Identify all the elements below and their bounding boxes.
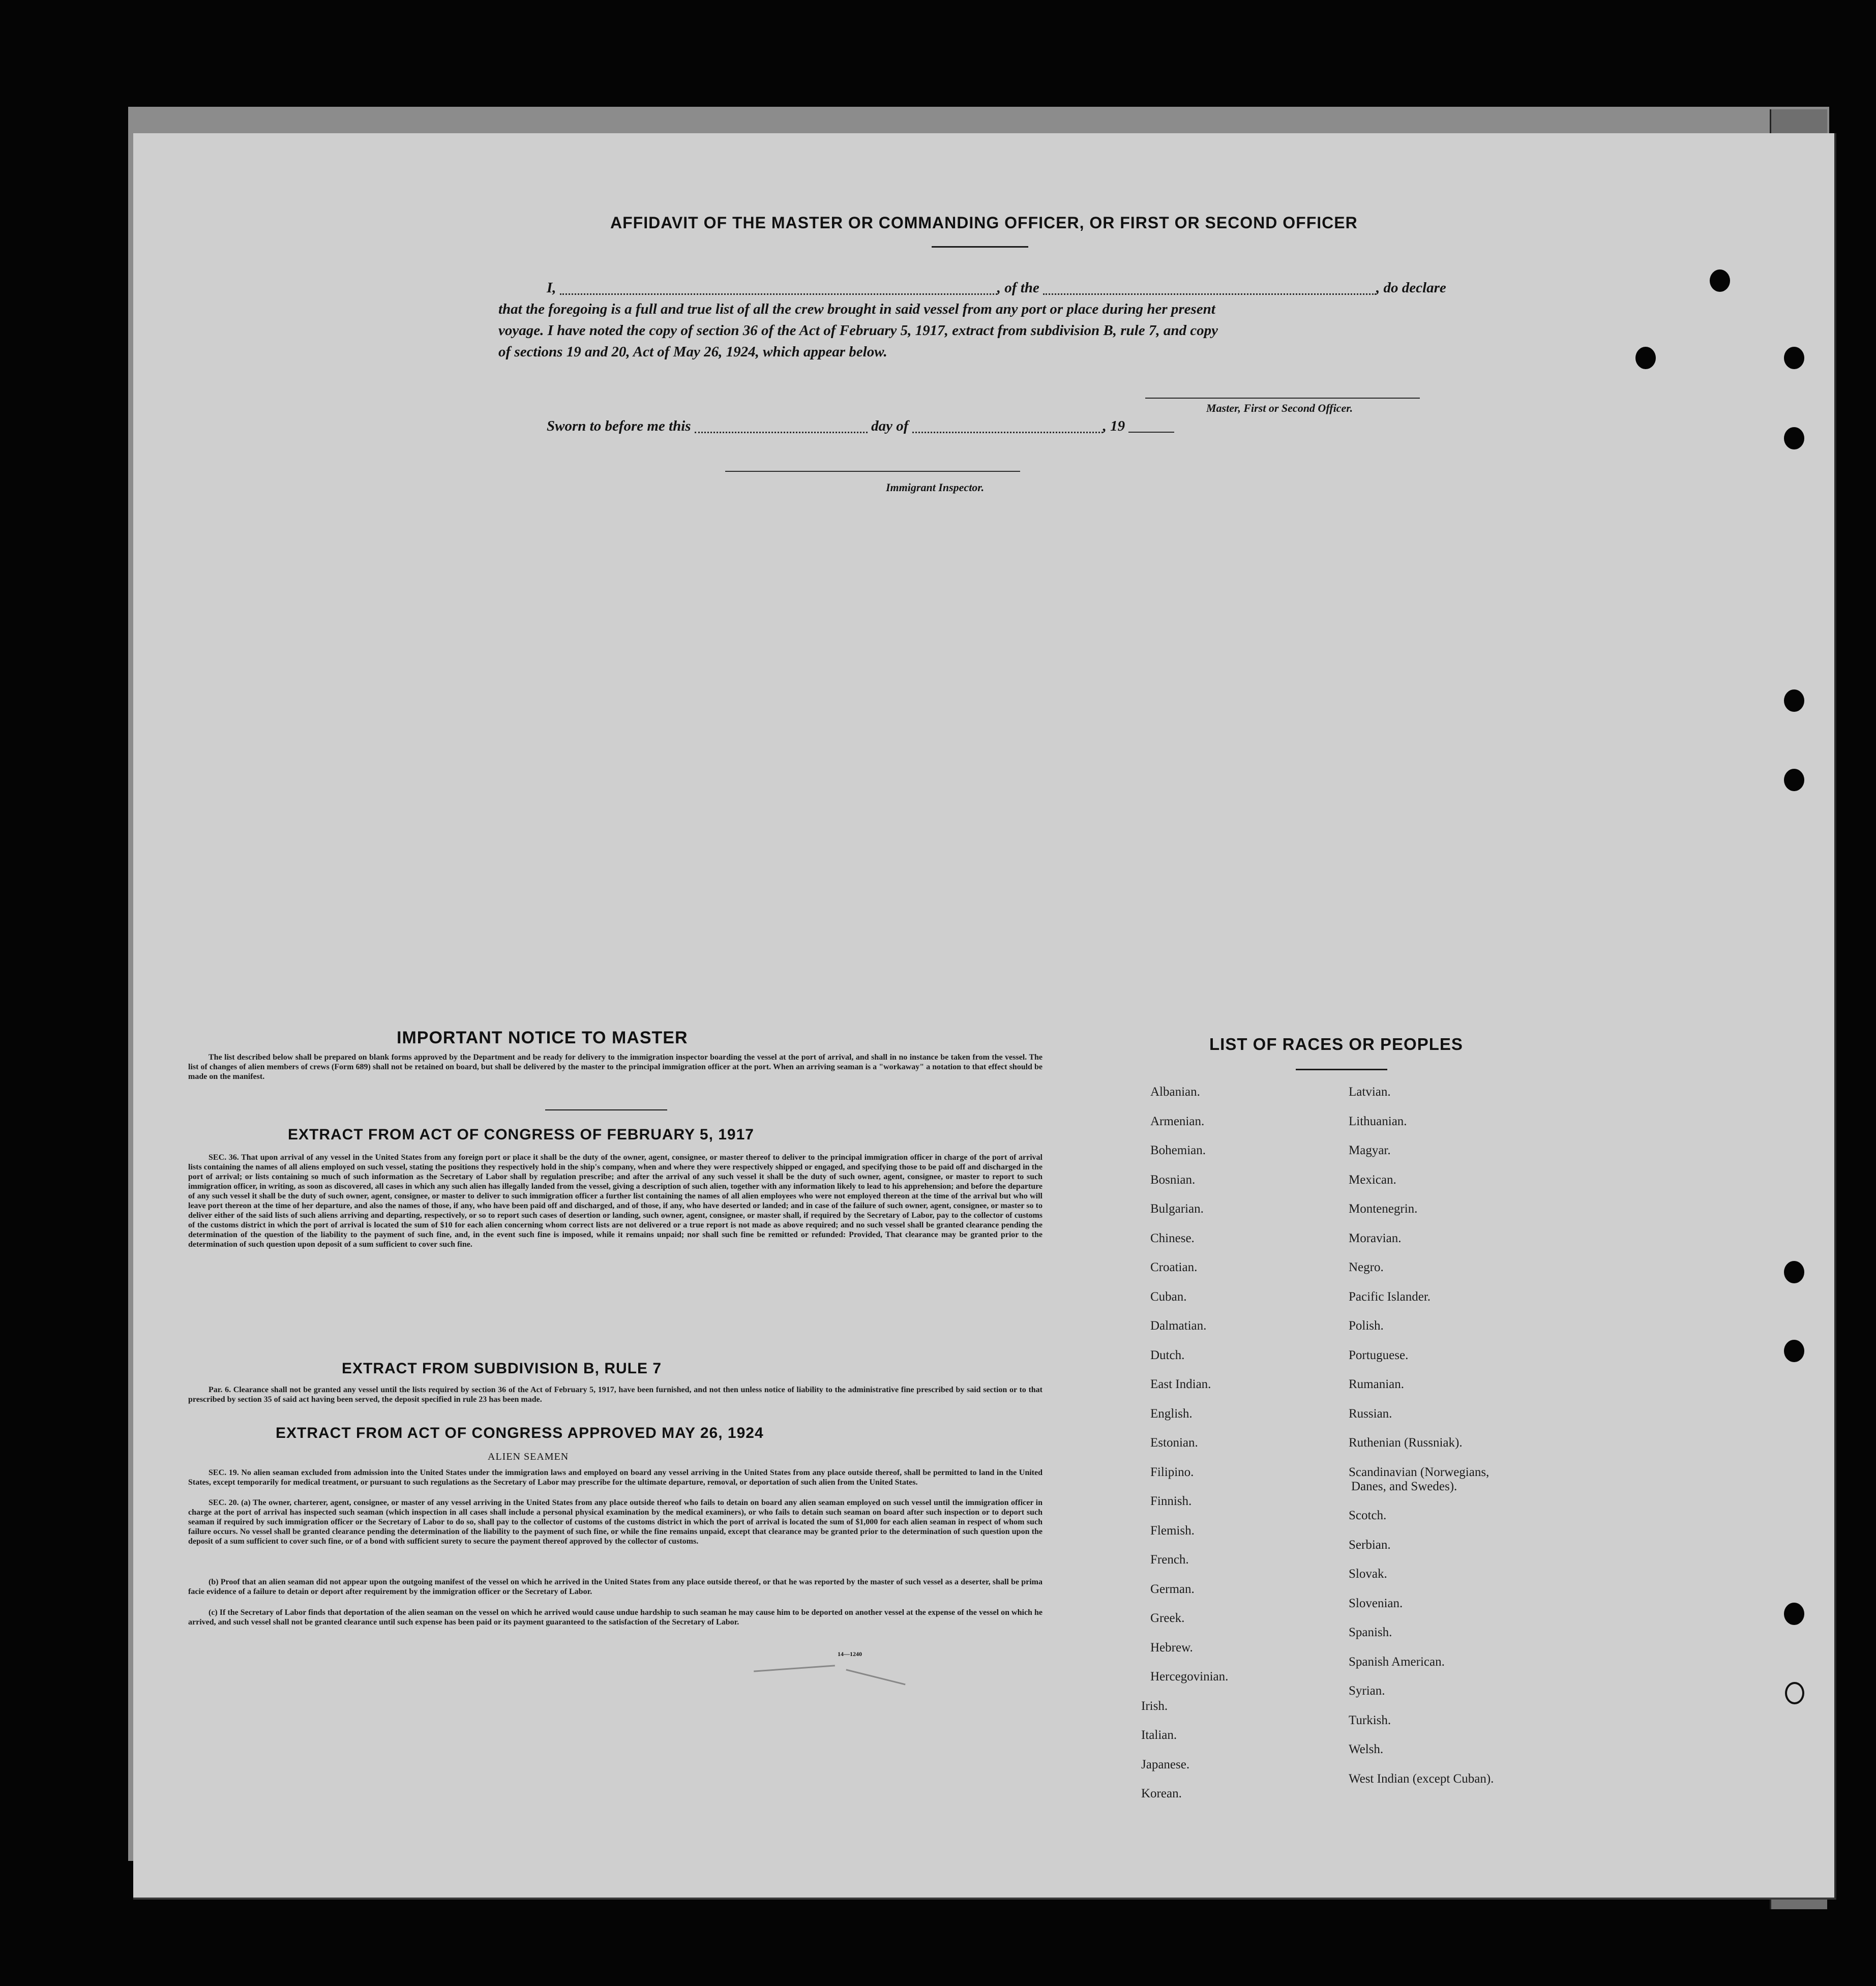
race-item: Scotch. [1349, 1509, 1387, 1522]
extract-1924-sec20c: (c) If the Secretary of Labor finds that deportation of the alien seaman on the vessel on which he arrived would cause undue hardship to such seaman he may cause him to be deported on another vessel at the expense of the vessel on which he arrived, and such vessel shall not be granted clearance until such expense has been paid or its payment guaranteed to the satisfaction of the Secretary of Labor. [188, 1608, 1043, 1627]
notice-body: The list described below shall be prepared on blank forms approved by the Department and be ready for delivery to the immigration inspector boarding the vessel at the port of arrival, and shall in no instance be taken from the vessel. The list of changes of alien members of crews (Form 689) shall not be retained on board, but shall be delivered by the master to the principal immigration officer at the port. When an arriving seaman is a "workaway" a notation to that effect should be made on the manifest. [188, 1053, 1043, 1081]
affidavit-line-2: that the foregoing is a full and true list of all the crew brought in said vessel from any port or place during her present [498, 301, 1215, 317]
extract-1924-sec19: SEC. 19. No alien seaman excluded from admission into the United States under the immigration laws and employed on board any vessel arriving in the United States from any place outside thereof, shall be permitted to land in the United States, except temporarily for medical treatment, or pursuant to such regulations as the Secretary of Labor may prescribe for the ultimate departure, removal, or deportation of such alien from the United States. [188, 1468, 1043, 1487]
extract-1924-sec20a: SEC. 20. (a) The owner, charterer, agent, consignee, or master of any vessel arriving in the United States from any place outside thereof who fails to detain on board any alien seaman employed on such vessel until the immigration officer in charge at the port of arrival has inspected such seaman (which inspection in all cases shall include a personal physical examination by the medical examiners), or who fails to detain such seaman on board after such inspection or to deport such seaman if required by such immigration officer or the Secretary of Labor to do so, shall pay to the collector of customs of the customs district in which the port of arrival is located the sum of $1,000 for each alien seaman in respect of whom such failure occurs. No vessel shall be granted clearance pending the determination of the liability to the payment of such fine, or while the fine remains unpaid, except that clearance may be granted prior to the determination of such question upon the deposit of a sum sufficient to cover such fine, or of a bond with sufficient surety to secure the payment thereof approved by the collector of customs. [188, 1498, 1043, 1546]
race-item: Welsh. [1349, 1742, 1384, 1756]
punch-hole [1784, 427, 1804, 449]
race-item: Flemish. [1150, 1523, 1195, 1538]
race-item: Filipino. [1150, 1465, 1194, 1479]
sworn-text: day of [871, 418, 909, 434]
race-item: Dutch. [1150, 1348, 1185, 1362]
race-item: Scandinavian (Norwegians, [1349, 1465, 1490, 1479]
punch-hole [1710, 269, 1730, 292]
document-page [133, 133, 1836, 1900]
race-item: Finnish. [1150, 1494, 1192, 1508]
extract-rule7-title: EXTRACT FROM SUBDIVISION B, RULE 7 [342, 1360, 662, 1377]
affidavit-text: , do declare [1376, 280, 1446, 296]
race-item: Spanish. [1349, 1626, 1392, 1639]
race-item: Hebrew. [1150, 1640, 1193, 1654]
race-item: Japanese. [1141, 1757, 1190, 1771]
vessel-field[interactable] [1043, 283, 1376, 295]
race-item: Slovenian. [1349, 1596, 1403, 1610]
race-item: Armenian. [1150, 1114, 1205, 1128]
race-item: Pacific Islander. [1349, 1289, 1431, 1304]
race-item: Montenegrin. [1349, 1202, 1418, 1216]
affidavit-text: I, [547, 280, 556, 296]
race-item: Syrian. [1349, 1684, 1385, 1698]
race-item: Magyar. [1349, 1144, 1391, 1157]
affidavit-line-1 [547, 277, 1462, 298]
pencil-mark [846, 1669, 905, 1686]
sworn-month-field[interactable] [912, 422, 1103, 433]
title-divider [932, 246, 1028, 248]
extract-1917-title: EXTRACT FROM ACT OF CONGRESS OF FEBRUARY 5, 1917 [288, 1126, 754, 1143]
punch-hole [1635, 347, 1656, 369]
race-item: Chinese. [1150, 1231, 1195, 1245]
race-item: Serbian. [1349, 1538, 1391, 1552]
race-item: Ruthenian (Russniak). [1349, 1436, 1463, 1450]
race-item: French. [1150, 1553, 1189, 1567]
punch-hole [1784, 769, 1804, 791]
race-item: Croatian. [1150, 1260, 1198, 1274]
sworn-year-field[interactable] [1128, 422, 1174, 433]
race-item: Moravian. [1349, 1231, 1402, 1245]
affidavit-text: , of the [997, 280, 1039, 296]
race-item: West Indian (except Cuban). [1349, 1771, 1494, 1786]
race-item: Bosnian. [1150, 1172, 1196, 1187]
pencil-mark [754, 1665, 835, 1672]
race-item: German. [1150, 1582, 1195, 1596]
punch-hole [1784, 689, 1804, 712]
master-signature-label: Master, First or Second Officer. [1206, 402, 1353, 414]
race-item: Russian. [1349, 1406, 1392, 1421]
affidavit-line-3: voyage. I have noted the copy of section 36 of the Act of February 5, 1917, extract from subdivision B, rule 7, and copy [498, 322, 1218, 339]
race-item: Danes, and Swedes). [1351, 1479, 1457, 1493]
punch-hole [1785, 1682, 1804, 1704]
races-title: LIST OF RACES OR PEOPLES [1209, 1035, 1463, 1054]
race-item: Estonian. [1150, 1436, 1198, 1450]
master-signature-line[interactable] [1145, 398, 1420, 399]
punch-hole [1784, 1340, 1804, 1362]
race-item: Bohemian. [1150, 1144, 1206, 1157]
affidavit-title: AFFIDAVIT OF THE MASTER OR COMMANDING OFFICER, OR FIRST OR SECOND OFFICER [610, 214, 1358, 232]
race-item: Bulgarian. [1150, 1202, 1204, 1216]
race-item: Slovak. [1349, 1567, 1387, 1581]
punch-hole [1784, 347, 1804, 369]
race-item: Negro. [1349, 1260, 1384, 1274]
punch-hole [1784, 1603, 1804, 1625]
extract-1924-title: EXTRACT FROM ACT OF CONGRESS APPROVED MAY 26, 1924 [276, 1425, 764, 1441]
extract-1924-subtitle: ALIEN SEAMEN [488, 1451, 569, 1462]
punch-hole [1784, 1261, 1804, 1283]
race-item: Irish. [1141, 1699, 1168, 1713]
race-item: Hercegovinian. [1150, 1670, 1229, 1683]
notice-divider [545, 1109, 667, 1110]
affidavit-line-4: of sections 19 and 20, Act of May 26, 1924, which appear below. [498, 344, 887, 360]
inspector-signature-label: Immigrant Inspector. [886, 481, 985, 494]
race-item: Portuguese. [1349, 1348, 1409, 1362]
name-field[interactable] [560, 283, 997, 295]
form-number: 14—1240 [838, 1650, 862, 1658]
race-item: Albanian. [1150, 1085, 1200, 1099]
race-item: Korean. [1141, 1787, 1182, 1800]
race-item: Polish. [1349, 1319, 1384, 1333]
race-item: Turkish. [1349, 1713, 1391, 1727]
races-divider [1296, 1069, 1387, 1070]
race-item: Dalmatian. [1150, 1319, 1207, 1333]
sworn-text: , 19 [1103, 418, 1125, 434]
race-item: Rumanian. [1349, 1377, 1405, 1391]
race-item: Lithuanian. [1349, 1114, 1407, 1128]
race-item: Italian. [1141, 1728, 1177, 1742]
extract-1917-body: SEC. 36. That upon arrival of any vessel in the United States from any foreign port or place it shall be the duty of the owner, agent, consignee, or master thereof to deliver to the principal immigration officer in charge of the port of arrival lists containing the names of all aliens employed on such vessel, stating the positions they respectively hold in the ship's company, when and where they were respectively shipped or engaged, and specifying those to be paid off and discharged in the port of arrival; or lists containing so much of such information as the Secretary of Labor shall by regulation prescribe; and after the arrival of any such vessel it shall be the duty of such owner, agent, consignee, or master to report to such immigration officer, in writing, as soon as discovered, all cases in which any such alien has illegally landed from the vessel, giving a description of such alien, together with any information likely to lead to his apprehension; and before the departure of any such vessel it shall be the duty of such owner, agent, consignee, or master to deliver to such immigration officer a further list containing the names of all alien employees who were not employed thereon at the time of the arrival but who will leave port thereon at the time of her departure, and also the names of those, if any, who have been paid off and discharged, and of those, if any, who have deserted or landed; and in case of the failure of such owner, agent, consignee, or master so to deliver either of the said lists of such aliens arriving and departing, respectively, or so to report such cases of desertion or landing, such owner, agent, consignee, or master shall, if required by the Secretary of Labor, pay to the collector of customs of the customs district in which the port of arrival is located the sum of $10 for each alien concerning whom correct lists are not delivered or a true report is not made as above required; and no such vessel shall be granted clearance pending the determination of the question of the liability to the payment of such fine, and, in the event such fine is imposed, while it remains unpaid; nor shall such fine be remitted or refunded: Provided, That clearance may be granted prior to the determination of such question upon deposit of a sum sufficient to cover such fine. [188, 1153, 1043, 1249]
sworn-text: Sworn to before me this [547, 418, 691, 434]
inspector-signature-line[interactable] [725, 471, 1020, 472]
sworn-line [547, 415, 1259, 437]
race-item: English. [1150, 1406, 1193, 1421]
extract-1924-sec20b: (b) Proof that an alien seaman did not appear upon the outgoing manifest of the vessel on which he arrived in the United States from any place outside thereof, or that he was reported by the master of such vessel as a deserter, shall be prima facie evidence of a failure to detain or deport after requirement by the immigration officer or the Secretary of Labor. [188, 1578, 1043, 1596]
sworn-day-field[interactable] [695, 422, 868, 433]
race-item: Cuban. [1150, 1289, 1187, 1304]
race-item: Greek. [1150, 1611, 1185, 1625]
race-item: East Indian. [1150, 1377, 1211, 1391]
notice-title: IMPORTANT NOTICE TO MASTER [397, 1028, 688, 1047]
race-item: Spanish American. [1349, 1654, 1445, 1669]
race-item: Latvian. [1349, 1085, 1391, 1099]
race-item: Mexican. [1349, 1172, 1396, 1187]
extract-rule7-body: Par. 6. Clearance shall not be granted any vessel until the lists required by section 36 of the Act of February 5, 1917, have been furnished, and not then unless notice of liability to the administrative fine prescribed by said section or to that prescribed by section 35 of said act having been served, the deposit specified in rule 23 has been made. [188, 1386, 1043, 1404]
